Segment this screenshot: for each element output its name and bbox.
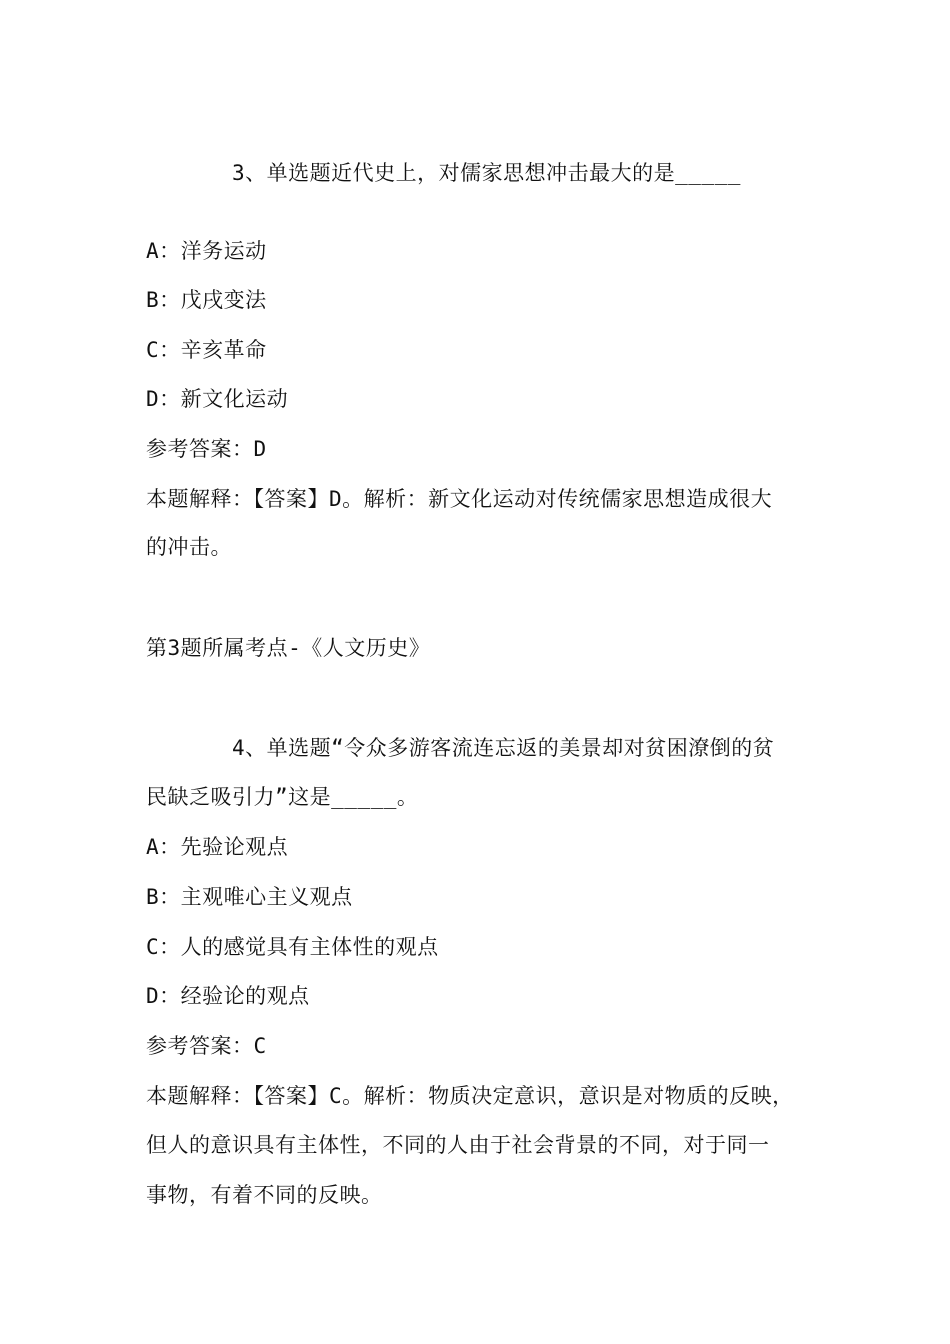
question-4-stem-line-2: 民缺乏吸引力”这是_____。 bbox=[146, 785, 419, 809]
question-3-option-b: B：戊戌变法 bbox=[146, 288, 267, 312]
question-3-option-d: D：新文化运动 bbox=[146, 387, 289, 411]
question-4-option-d: D：经验论的观点 bbox=[146, 984, 310, 1008]
question-4-option-a: A：先验论观点 bbox=[146, 835, 289, 859]
question-3-explanation-line-2: 的冲击。 bbox=[146, 535, 232, 559]
question-4-answer: 参考答案：C bbox=[146, 1034, 267, 1058]
question-4-option-c: C：人的感觉具有主体性的观点 bbox=[146, 935, 439, 959]
question-4-explanation-line-3: 事物，有着不同的反映。 bbox=[146, 1183, 383, 1207]
question-3-option-c: C：辛亥革命 bbox=[146, 338, 267, 362]
question-3-topic: 第3题所属考点-《人文历史》 bbox=[146, 636, 431, 660]
question-3-answer: 参考答案：D bbox=[146, 437, 267, 461]
question-3-explanation-line-1: 本题解释：【答案】D。解析：新文化运动对传统儒家思想造成很大 bbox=[146, 487, 773, 511]
question-3-option-a: A：洋务运动 bbox=[146, 239, 267, 263]
question-4-option-b: B：主观唯心主义观点 bbox=[146, 885, 353, 909]
question-4-explanation-line-2: 但人的意识具有主体性，不同的人由于社会背景的不同，对于同一 bbox=[146, 1133, 770, 1157]
question-3-stem: 3、单选题近代史上，对儒家思想冲击最大的是_____ bbox=[232, 161, 741, 185]
question-4-stem-line-1: 4、单选题“令众多游客流连忘返的美景却对贫困潦倒的贫 bbox=[232, 736, 775, 760]
question-4-explanation-line-1: 本题解释：【答案】C。解析：物质决定意识，意识是对物质的反映， bbox=[146, 1084, 794, 1108]
